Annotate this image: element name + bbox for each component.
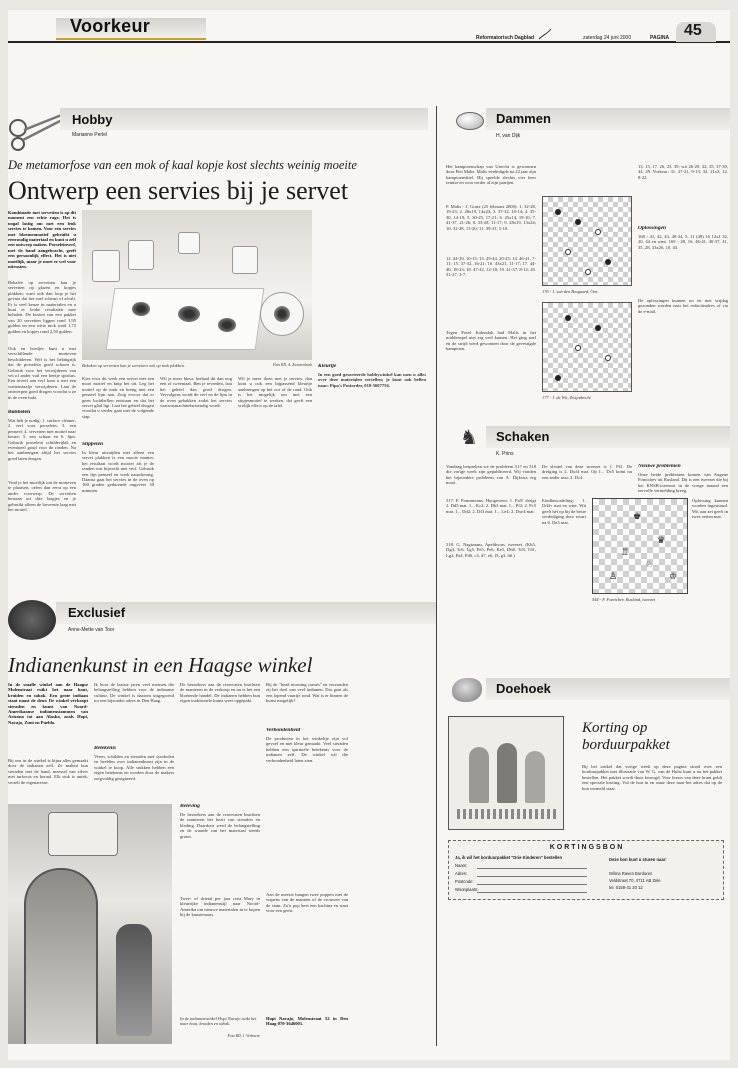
coupon-field-name-label: Naam:	[455, 863, 468, 868]
hobby-body-3: Wat heb je nodig: 1. surface cleaner; 2. verf voor porselein; 3. een penseel; 4. servetten met motief naar keuze; 5. een schaar en 6. lijm. Gebruik porselein schilderijlak en eventueel goud voor de randen. Na het aanbrengen altijd het servies goed laten drogen.	[8, 418, 76, 461]
checker	[555, 375, 561, 381]
shop-door	[24, 868, 98, 1044]
checkers-piece-icon	[456, 112, 484, 130]
hobby-lead: Kombinatie met servetten is op dit moment een echte rage. Het is nogal lastig om met een leuk servies te komen. Voor een servies met bloemenmotief gebruikt u eenvoudig materiaal en kunt u zelf een ontwerp maken. Porseleinverf, met de hand aangebracht, geeft een persoonlijk effect. Het is niet moeilijk, maar je moet er wel voor uitrusten.	[8, 210, 76, 270]
exclusief-body-3: Veren, schilden en sieraden met symbolen en beelden over indianenkunst zijn in de winkel te koop. Alle stukken hebben een eigen betekenis en worden door de makers zorgvuldig gesigneerd.	[94, 754, 174, 781]
exclusief-subhead-verbondenheid: Verbondenheid	[266, 728, 301, 733]
schaken-body-3: De sleutel van deze tweezet is 1. Pf2. De dreiging is 2. Dxf4 mat. Op 1... Dc5 komt nu een ander mat: 2. Dc4.	[542, 464, 632, 480]
dammen-oplossingen-title: Oplossingen	[638, 226, 667, 231]
chess-piece: ♔	[669, 572, 678, 582]
cup-3	[178, 232, 200, 254]
flower-3	[218, 318, 236, 332]
hobby-body-8: Wil je meer doen met je servies, dan kunt u ook een bijpassend kleurtje aanbrengen op het oor of de rand. Ook is het mogelijk om met een stipjesmotief te werken, dat geeft een vrolijk effect op de tafel.	[238, 376, 312, 409]
coupon-field-postcode[interactable]	[477, 884, 587, 885]
page-label: PAGINA	[650, 35, 670, 41]
mug-4	[232, 246, 258, 274]
plate-motif	[274, 306, 290, 322]
mug-2	[128, 240, 154, 270]
coupon-address-street: Veldstraat 70, 4711 AB Zele	[609, 878, 661, 883]
coupon-line: Ja, ik wil het borduurpakket "Drie Kinderen" bestellen	[455, 855, 563, 860]
doehoek-article	[442, 676, 730, 1046]
masthead-line	[8, 41, 730, 43]
coupon-field-name[interactable]	[477, 868, 587, 869]
checker	[565, 249, 571, 255]
coupon-title: KORTINGSBON	[549, 844, 625, 851]
embroidery-child-2	[497, 743, 517, 803]
schaken-section-title: Schaken	[496, 429, 550, 444]
scissors-icon	[8, 108, 66, 152]
hobby-photo-caption: Bekeken op servetten kan je servetten ook op mok plakken.	[82, 363, 185, 368]
exclusief-body-2: Ik hoor de laatste jaren veel mensen die belangstelling hebben voor de indiaanse cultuur. De winkel is daarom uitgegroeid tot een bijzonder adres in Den Haag.	[94, 682, 174, 704]
masthead-swoosh-icon	[538, 28, 552, 40]
masthead	[8, 10, 730, 44]
coupon-field-address[interactable]	[477, 876, 587, 877]
shop-figure	[116, 924, 152, 1036]
schaken-body-6: Oplossing kunnen worden ingestuurd. Wit aan zet geeft in twee zetten mat.	[692, 498, 728, 520]
dammen-diagram-2-caption: 177 - J. de Wit, Zwijndrecht	[542, 395, 591, 400]
chess-diagram	[592, 498, 688, 594]
dammen-diagram-1	[542, 196, 632, 286]
exclusief-emblem	[8, 600, 56, 640]
checker	[575, 345, 581, 351]
checker	[555, 209, 561, 215]
exclusief-address: Hopi Navajo, Molenstraat 52 in Den Haag 070-3646001.	[266, 1016, 348, 1027]
hobby-author: Marianne Perlel	[72, 132, 108, 138]
hobby-photo-credit: Foto RD, A. Zwartenhoek	[272, 363, 312, 367]
dammen-section-title: Dammen	[496, 111, 551, 126]
column-divider	[436, 106, 437, 1046]
exclusief-author: Anne-Mette van Toor	[68, 627, 115, 633]
tableware-photo	[82, 210, 312, 360]
checker	[585, 269, 591, 275]
dammen-moves-1: P. Malis - J. Grutz (25 februari 2000): 1. 32-28, 19-23; 2. 28x19, 14x23; 3. 37-32, 10-14; 4. 35-30, 14-19; 5. 30-25, 17-21; 6. 25x14, 19-10; 7. 41-37, 21-26; 8. 33-28, 11-17; 9. 28x19, 13x24; 10. 32-28, 15-20; 11. 39-33, 5-10.	[446, 204, 536, 231]
checker	[605, 259, 611, 265]
chess-piece: ♙	[609, 572, 618, 582]
schaken-body-5: Onze beide problemen komen van Eugene Fomichev uit Rusland. Dit is een tweezet die bij het KNSB-toernooi in de vorige maand een eervolle vermelding kreeg.	[638, 472, 728, 494]
checker	[595, 325, 601, 331]
exclusief-body-7: Bij de "head morning comes" en verzonden zij het doel van veel indianen. Dat gaat als een lopend vuurtje rond. Wat is er binnen de kunst mogelijk?	[266, 682, 348, 704]
coupon-phone: tel. 0158-41 20 12	[609, 885, 643, 890]
publication-date: zaterdag 24 juni 2000	[583, 35, 632, 41]
hobby-subhead-bobbelen: Bobbelen	[8, 410, 31, 415]
coupon-send-to: Deze bon kunt u sturen naar:	[609, 857, 667, 862]
hobby-body-1: Behalve op servetten kan je servetten op glazen en kopjes plakken; want ook dan loop je het gevaar dat het snel scheurt of afvalt. Er is veel keuze in materialen en u kunt er leuke resultaten mee behalen. De kosten van een pakket van 20 servetten liggen rond 1,95 gulden en een witte mok rond 1,75 gulden en kopjes rond 2,50 gulden.	[8, 280, 76, 334]
dammen-body-1: Het kampioenschap van Utrecht is gewonnen door Piet Malis. Malis verdedigde na 22 jaar zijn kampioenstitel. Hij speelde slechts vier keer remise en won verder al zijn partijen.	[446, 164, 536, 186]
hobby-body-5: Kies voor dit werk een servet met een mooi motief en knip het uit. Leg het motief op de mok en breng met een penseel lijm aan. Zorg ervoor dat er geen luchtbellen ontstaan en dat het servet glad ligt. Laat het geheel drogen voordat u verder gaat met de volgende stap.	[82, 376, 154, 419]
mug-1	[92, 250, 120, 282]
embroidery-ground	[457, 809, 557, 819]
exclusief-body-6: Twee- of drietal per jaar reist Mary in kleurrijke indianenstijl naar Noord-Amerika om nieuwe materialen in te kopen bij de kunstenaars.	[180, 896, 260, 918]
hobby-body-6: In kleur uitsnijden met alleen een servet plakken is een mooie manier, het resultaat wordt mooier als je de randen wat bijwerkt met verf. Gebruik een fijn penseel en werk nauwkeurig. Daarna gaat het servies in de oven op 160 graden gedurende ongeveer 30 minuten.	[82, 450, 154, 493]
hobby-article	[8, 60, 428, 540]
shop-sign	[48, 812, 118, 856]
schaken-author: K. Prins	[496, 451, 514, 457]
chess-piece: ♛	[657, 536, 666, 546]
dammen-author: H. van Dijk	[496, 133, 521, 139]
dammen-oplossingen: 168 - 41, 42, 43, 40-34, 5, 11 (49) 16 12x1 32, 20, 44 en wint. 169 - 28, 16, 46-41, 40-37, 41, 35, 28, 33x26, 10, 43.	[638, 234, 728, 250]
dammen-article	[442, 106, 730, 436]
exclusief-subhead-betekenis: Betekenis	[94, 746, 116, 751]
schaken-moves-1: 517. F. Pommerans, Hoogeveen: 1. Pa5! dreigt 2. Dd5 mat. 1... Kc2; 2. Db3 mat. 1... Pf2; 2. Pc5 mat. 1... Dd2; 2. Df3 mat. 1... Le4; 2. Dxe4 mat.	[446, 498, 536, 514]
hobby-subhead-stippelen: Stippelen	[82, 442, 104, 447]
exclusief-body-9: Aan de meeste hangen twee poppen met de wapens van de mannen of de vrouwen van de stam. Zo'n pop heet een kachina en staat voor een geest.	[266, 892, 348, 914]
exclusief-section-title: Exclusief	[68, 605, 126, 620]
schaken-diagram-caption: 544 - F. Fomichev, Rusland, tweezet	[592, 597, 656, 602]
hobby-kicker: De metamorfose van een mok of kaal kopje kost slechts weinig moeite	[8, 158, 357, 172]
shop-photo	[8, 804, 172, 1044]
chess-piece: ♖	[621, 548, 630, 558]
hobby-section-title: Hobby	[72, 112, 113, 127]
exclusief-photo-credit: Foto RD, J. Verhoeve	[227, 1034, 260, 1038]
dammen-moves-3: 13. 15, 17. 26, 23, 39; wit 26-29, 32, 35, 37-39, 44, 49. Vorkeur: 31. 27-21, 9-13; 32. 21x3, 12. 8-22.	[638, 164, 728, 180]
embroidery-photo	[448, 716, 564, 830]
coupon-address-name: Wilma Raven Borduren	[609, 871, 653, 876]
flower-2	[178, 306, 200, 322]
doehoek-body: Bij het artikel dat vorige week op deze pagina stond over een borduurpakket met illustratie van W. G. van de Hulst kunt u nu het pakket bestellen. Het pakket wordt thuis bezorgd. Voor lezers van deze krant geldt een speciale korting. Vul de bon in en stuur deze naar het adres dat op de bon vermeld staat.	[582, 764, 722, 791]
schaken-body-4: Eindbeoordeling: 1. Dd4+ mat en wint. Wit geeft het op bij de beste verdediging door zwart na 6. De3 mat.	[542, 498, 586, 525]
coupon[interactable]	[448, 840, 724, 900]
schaken-body-2: 518. G. Nagtzaam, Apeldoorn, tweezet. (Kb5, Dg4, Tc6, Lg5, Pe5, Pe6; Ke5, Dh8, Tc8, Td1, Lg2, Pa4, Pd6, c3, d7, e6, f5, g3, h6.)	[446, 542, 536, 558]
exclusief-body-1: Bij ons in de winkel is bijna alles gemaakt door de indianen zelf. Ze maken hun sieraden met de hand, meestal van zilver met turkoois en koraal. Elk stuk is uniek, vertelt de eigenaresse.	[8, 758, 88, 785]
schaken-body-1: Vandaag bespreken we de probleem 517 en 518 die vorige week zijn gepubliceerd. Wij vonden het bijzondere probleem van A. Dijkstra erg mooi.	[446, 464, 536, 486]
doehoek-headline: Korting op borduurpakket	[582, 720, 670, 753]
hobby-body-2: Ook en bordjes kunt u met verschillende motieven beschilderen. Wel is het belangrijk dat de porselein goed schoon is. Gebruik voor het verwijderen van vet of ander vuil een beetje spiritus. Een teveel aan verf kunt u met een wattenstaafje verwijderen. Laat de ontwerpen goed drogen voordat u ze in de oven bakt.	[8, 346, 76, 400]
craft-hand-icon	[452, 678, 482, 702]
dammen-moves-2: 12. 44-39, 10-15; 13. 49-44, 20-25; 14. 46-41, 7-11; 15. 37-32, 16-21; 16. 43x21, 11-17; 17. 44-40, 18-23; 18. 47-42, 12-18; 19. 41-37, 8-12; 20. 31-27, 1-7.	[446, 256, 536, 278]
hobby-subhead-kleurtje: Kleurtje	[318, 364, 337, 369]
chess-piece: ♘	[645, 560, 654, 570]
schaken-problemen-title: Nieuwe problemen	[638, 464, 681, 469]
embroidery-child-1	[469, 747, 489, 803]
hobby-body-4: Vind je het moeilijk om de motieven te plaatsen, oefen dan eerst op een ander voorwerp. De servetten bestaan uit drie laagjes en je gebruikt alleen de bovenste laag met het motief.	[8, 480, 76, 513]
checker	[565, 315, 571, 321]
flower-1	[132, 302, 150, 316]
hobby-contact: In een goed gesorteerde hobbywinkel kan men u alles over deze materialen vertellen; je kunt ook bellen naar: Pipo's Postorder, 010-5607756.	[318, 372, 426, 388]
masthead-section-title: Voorkeur	[70, 16, 151, 36]
exclusief-body-5: De bezoekers aan de reservaten brachten de manieren het bezit van sieraden en kleding. Daardoor werd de belangstelling en de waarde van het materiaal steeds groter.	[180, 812, 260, 839]
hobby-headline: Ontwerp een servies bij je servet	[8, 176, 349, 205]
exclusief-body-4: De bezoekers aan de reservaten brachten de manieren in de verkoop en nu is het een bloeiende handel. De indianen hebben hun eigen traditionele kunst weer opgepakt.	[180, 682, 260, 704]
publication-name: Reformatorisch Dagblad	[476, 35, 535, 41]
coupon-field-postcode-label: Postcode:	[455, 879, 474, 884]
exclusief-article	[8, 596, 436, 1050]
exclusief-photo-caption: In de indianenwinkel Hopi Navajo ruikt het naar hout, kruiden en tabak.	[180, 1016, 257, 1026]
checker	[595, 229, 601, 235]
exclusief-subhead-beleving: Beleving	[180, 804, 200, 809]
chess-knight-icon: ♞	[460, 425, 478, 449]
chess-piece: ♚	[633, 512, 642, 522]
dammen-body-2: Tegen Pavel Kalenduk had Malis in het middenspel niet erg veel kansen. Het ging snel en de strijd werd gewonnen door de gevestigde kampioen.	[446, 330, 536, 352]
embroidery-child-3	[525, 751, 545, 803]
hobby-body-7: Wil je meer kleur, herhaal dit dan nog een of tweemaal. Ben je tevreden, laat het geheel dan goed drogen. Vervolgens wordt de verf en de lijm in de oven gebakken zodat het servies vaatwasmachinebestendig wordt.	[160, 376, 232, 409]
exclusief-lead: In de smalle winkel aan de Haagse Molenstraat ruikt het naar hout, kruiden en tabak. Een grote indiaan staat naast de deur. De winkel verkoopt sieraden en kunst van Noord-Amerikaanse indianenstammen van Arizona tot aan Alaska, zoals Hopi, Navajo, Zuni en Pueblo.	[8, 682, 88, 725]
newspaper-page	[8, 10, 730, 1060]
dammen-diagram-2	[542, 302, 632, 392]
exclusief-body-8: De producten in het winkeltje zijn vol gevoel en met kleur gemaakt. Veel sieraden hebben een spirituele betekenis voor de indianen zelf. De winkel wil die verbondenheid laten zien.	[266, 736, 348, 763]
checker	[605, 355, 611, 361]
checker	[575, 219, 581, 225]
coupon-field-city[interactable]	[477, 892, 587, 893]
hobby-band	[60, 108, 428, 130]
exclusief-headline: Indianenkunst in een Haagse winkel	[8, 653, 313, 677]
schaken-article	[442, 426, 730, 666]
coupon-field-city-label: Woonplaats:	[455, 887, 479, 892]
doehoek-section-title: Doehoek	[496, 681, 551, 696]
page-number: 45	[684, 22, 702, 39]
dammen-body-3: De oplossingen kunnen tot en met vrijdag gezonden worden naar het redactieadres of via de e-mail.	[638, 298, 728, 314]
dammen-diagram-1-caption: 176 - J. van den Bosgaard, Ons	[542, 289, 598, 294]
coupon-field-address-label: Adres:	[455, 871, 468, 876]
